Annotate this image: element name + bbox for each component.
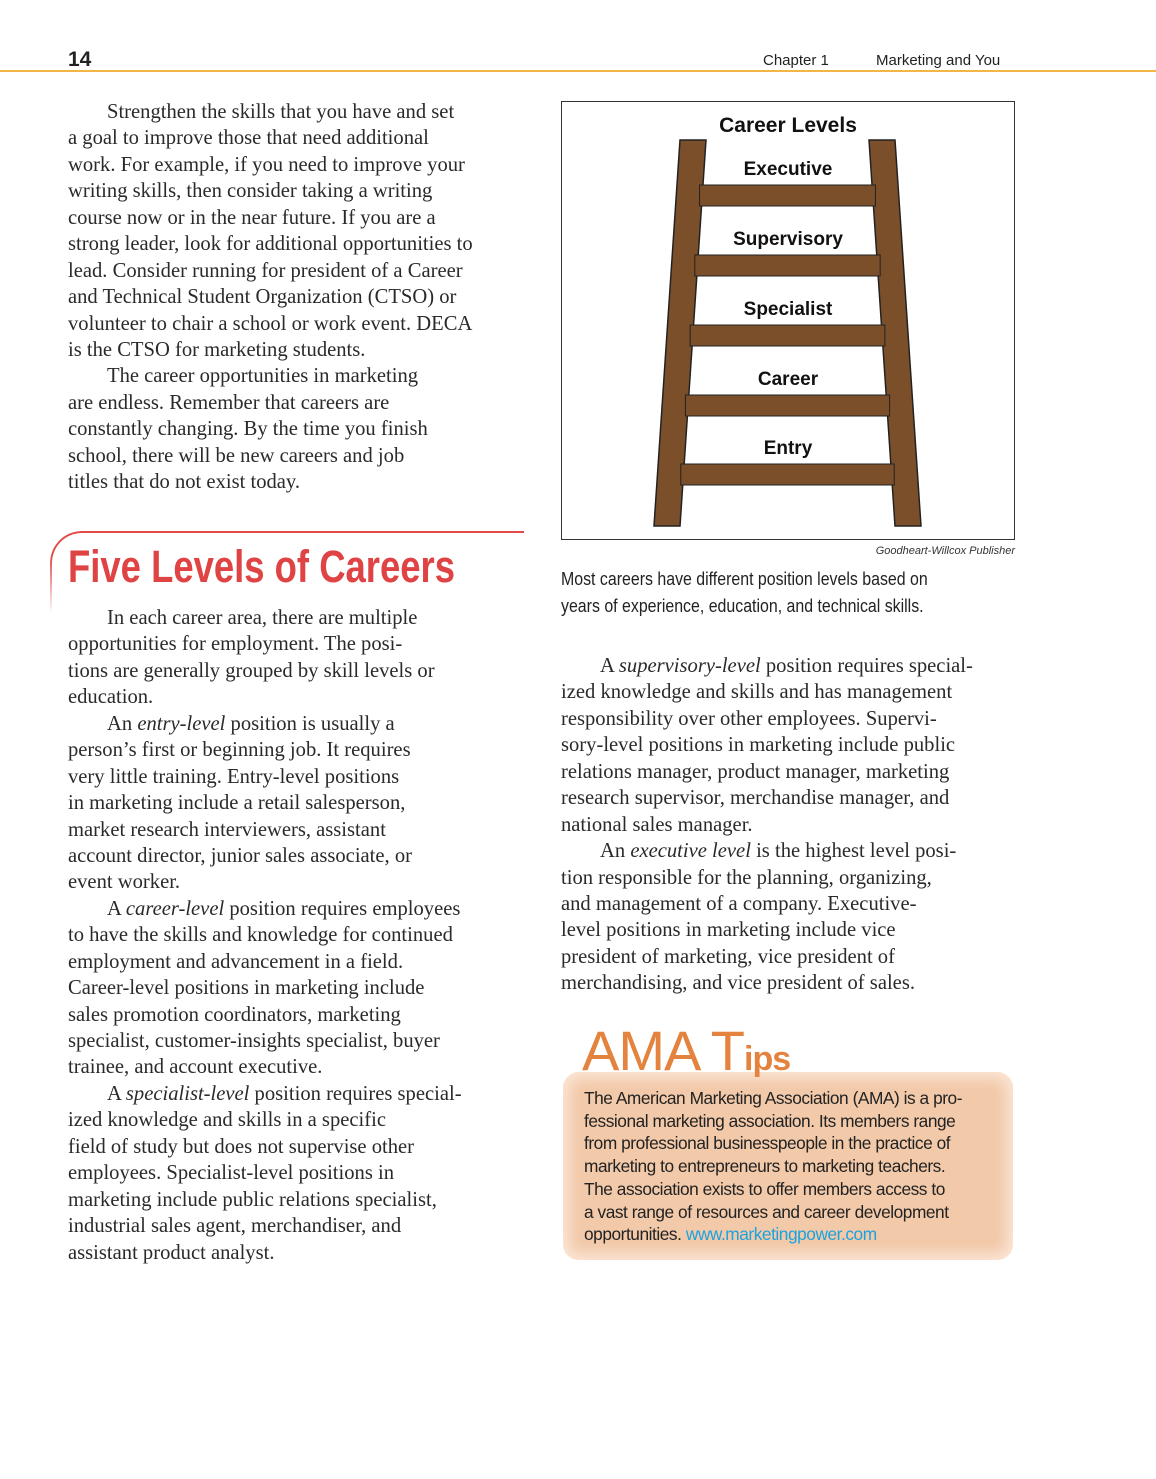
text-line: A supervisory-level position requires special- — [600, 655, 973, 677]
ama-text-line: The association exists to offer members access to — [584, 1178, 945, 1199]
text-line: account director, junior sales associate, or — [68, 844, 412, 867]
text-line: opportunities for employment. The posi- — [68, 633, 403, 656]
caption-line: years of experience, education, and technical skills. — [561, 595, 924, 616]
text-line: to have the skills and knowledge for continued — [68, 924, 453, 947]
text-line: ized knowledge and skills in a specific — [68, 1109, 386, 1132]
career-levels-figure — [561, 101, 1015, 540]
text-line: An entry-level position is usually a — [107, 712, 395, 735]
text-line: marketing include public relations specialist, — [68, 1188, 437, 1211]
ama-text-line: a vast range of resources and career development — [584, 1201, 949, 1222]
text-line: field of study but does not supervise other — [68, 1135, 415, 1158]
text-line: Career-level positions in marketing include — [68, 977, 425, 1000]
text-line: research supervisor, merchandise manager, and — [561, 787, 950, 810]
text-line: and management of a company. Executive- — [561, 892, 917, 915]
right-column-text — [561, 653, 973, 997]
ama-title-small: ips — [744, 1040, 791, 1078]
text-line: and Technical Student Organization (CTSO) or — [68, 286, 457, 309]
ama-text-line: marketing to entrepreneurs to marketing teachers. — [584, 1156, 946, 1177]
level-label-specialist: Specialist — [743, 299, 833, 320]
chapter-number: Chapter 1 — [763, 52, 829, 69]
ladder-rung — [695, 255, 880, 276]
text-line: in marketing include a retail salesperson, — [68, 792, 406, 815]
text-line: course now or in the near future. If you are a — [68, 206, 436, 229]
level-label-career: Career — [757, 369, 819, 390]
ama-tips-title — [582, 1018, 790, 1083]
text-line: very little training. Entry-level positions — [68, 765, 400, 788]
text-line: person’s first or beginning job. It requires — [68, 739, 411, 762]
text-line: ized knowledge and skills and has management — [561, 681, 953, 704]
section-heading: Five Levels of Careers — [68, 541, 455, 592]
ladder-rung — [685, 395, 889, 416]
text-line: A specialist-level position requires special- — [107, 1082, 462, 1105]
text-line: sory-level positions in marketing include public — [561, 734, 956, 757]
text-line: sales promotion coordinators, marketing — [68, 1003, 401, 1026]
text-line: employment and advancement in a field. — [68, 950, 404, 973]
caption-line: Most careers have different position levels based on — [561, 568, 928, 589]
text-line: volunteer to chair a school or work event. DECA — [68, 312, 473, 335]
ama-title-main: AMA T — [582, 1019, 745, 1082]
key-term: entry-level — [137, 712, 226, 735]
chapter-title: Marketing and You — [876, 52, 1001, 69]
ama-text-line: fessional marketing association. Its members range — [584, 1110, 956, 1131]
page-number: 14 — [68, 48, 92, 71]
ama-text-line: The American Marketing Association (AMA) is a pro- — [584, 1088, 962, 1108]
text-line: tion responsible for the planning, organizing, — [561, 866, 932, 889]
text-line: event worker. — [68, 871, 181, 894]
key-term: career-level — [125, 897, 225, 920]
text-line: strong leader, look for additional opportunities to — [68, 233, 473, 256]
text-line: writing skills, then consider taking a writing — [68, 180, 433, 203]
text-line: merchandising, and vice president of sales. — [561, 972, 915, 995]
text-line: titles that do not exist today. — [68, 471, 301, 494]
header-rule — [0, 70, 1156, 72]
text-line: is the CTSO for marketing students. — [68, 338, 366, 361]
ama-website-link[interactable]: www.marketingpower.com — [685, 1224, 877, 1245]
text-line: industrial sales agent, merchandiser, and — [68, 1215, 402, 1238]
text-line: are endless. Remember that careers are — [68, 391, 390, 414]
text-line: education. — [68, 686, 154, 709]
text-line: work. For example, if you need to improve your — [68, 153, 465, 176]
ladder-rung — [700, 185, 876, 206]
figure-caption — [561, 565, 928, 619]
text-line: An executive level is the highest level posi- — [600, 840, 957, 863]
text-line: market research interviewers, assistant — [68, 818, 386, 841]
figure-title: Career Levels — [719, 114, 857, 137]
ama-text-line: from professional businesspeople in the practice of — [584, 1133, 951, 1154]
key-term: executive level — [630, 840, 751, 863]
section-text — [68, 605, 462, 1266]
ladder-rung — [681, 464, 894, 485]
ladder-diagram — [562, 102, 1014, 539]
text-line: school, there will be new careers and job — [68, 444, 405, 467]
ama-text-line: opportunities. — [584, 1224, 686, 1245]
text-line: In each career area, there are multiple — [107, 607, 418, 629]
level-label-supervisory: Supervisory — [733, 229, 843, 250]
ladder-rung — [690, 325, 885, 346]
text-line: president of marketing, vice president of — [561, 945, 895, 968]
text-line: tions are generally grouped by skill levels or — [68, 659, 435, 682]
intro-text — [68, 99, 473, 496]
text-line: trainee, and account executive. — [68, 1056, 323, 1079]
text-line: Strengthen the skills that you have and set — [107, 101, 455, 123]
text-line: lead. Consider running for president of a Career — [68, 259, 463, 282]
text-line: A career-level position requires employees — [107, 897, 461, 920]
text-line: relations manager, product manager, marketing — [561, 760, 950, 783]
key-term: supervisory-level — [618, 655, 761, 677]
level-label-executive: Executive — [743, 159, 833, 180]
ama-tips-text — [584, 1087, 962, 1246]
text-line: The career opportunities in marketing — [107, 365, 419, 388]
key-term: specialist-level — [125, 1082, 250, 1105]
text-line: national sales manager. — [561, 813, 753, 836]
text-line: constantly changing. By the time you finish — [68, 418, 428, 441]
text-line: a goal to improve those that need additional — [68, 127, 429, 150]
level-label-entry: Entry — [763, 438, 813, 459]
text-line: assistant product analyst. — [68, 1241, 275, 1264]
text-line: employees. Specialist-level positions in — [68, 1162, 395, 1185]
text-line: level positions in marketing include vice — [561, 919, 896, 942]
figure-credit: Goodheart-Willcox Publisher — [875, 545, 1015, 557]
text-line: specialist, customer-insights specialist, buyer — [68, 1030, 440, 1052]
ama-last-line — [584, 1223, 962, 1246]
text-line: responsibility over other employees. Supervi- — [561, 707, 937, 730]
